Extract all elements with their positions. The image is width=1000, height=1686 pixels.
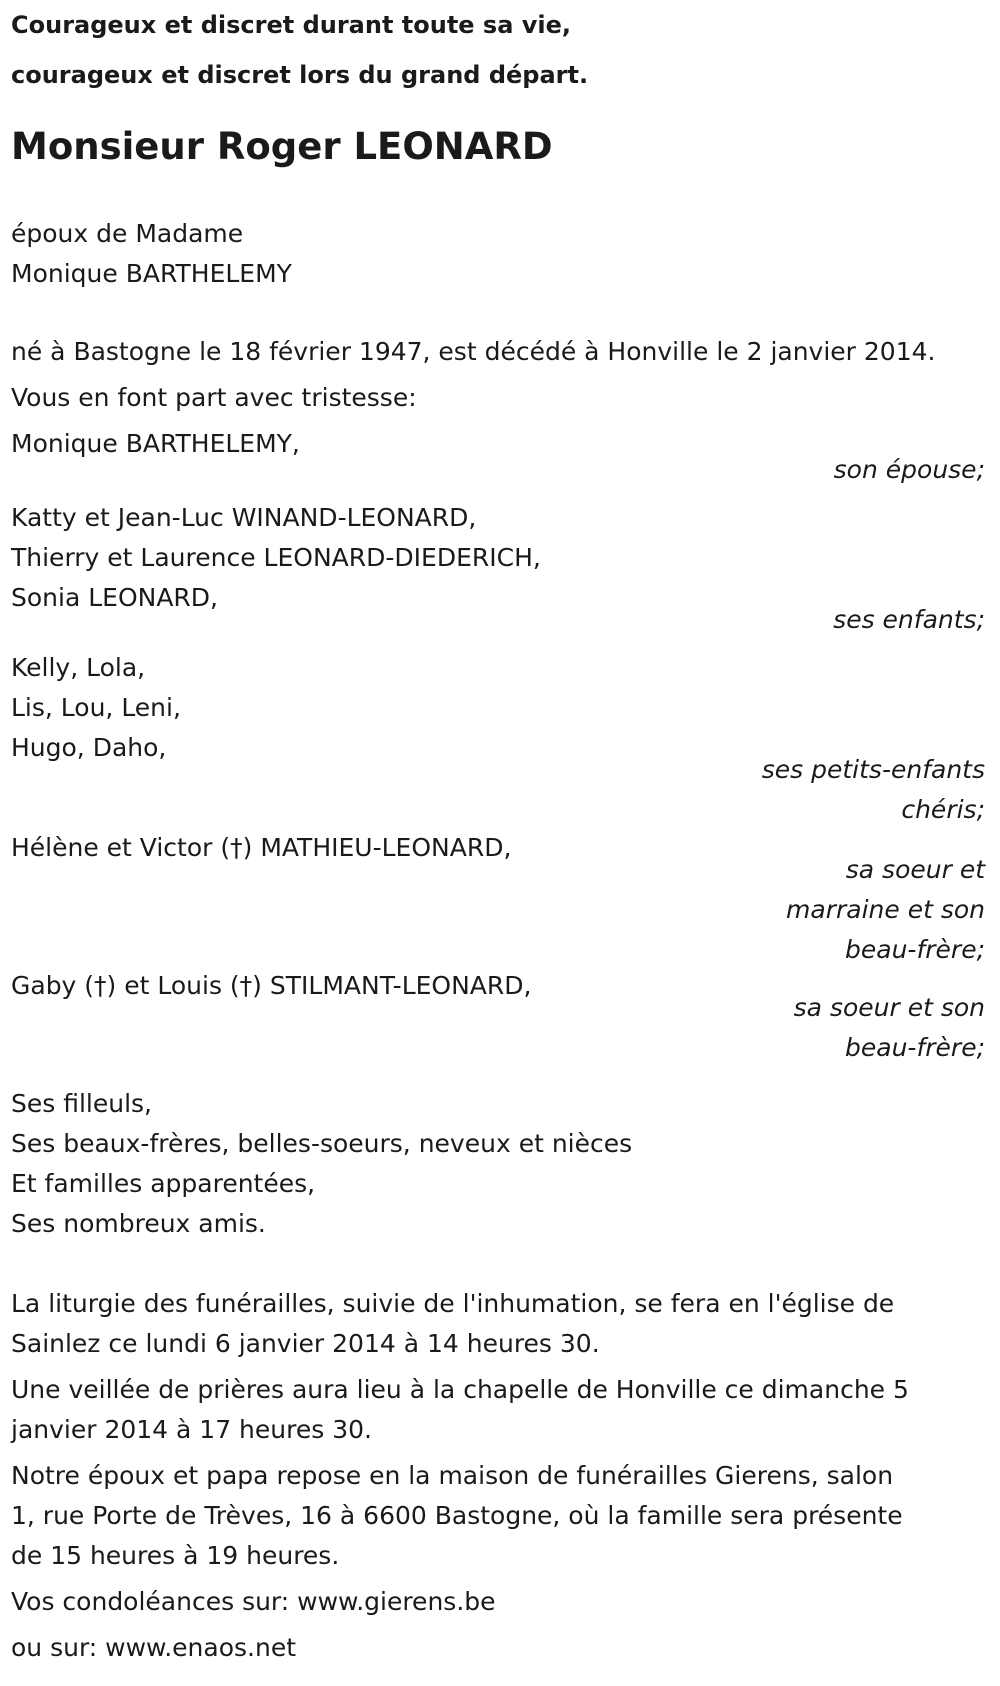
epigraph-line-2: courageux et discret lors du grand départ. [11, 61, 589, 89]
family-group [11, 828, 989, 970]
other-relatives-line: Ses nombreux amis. [11, 1209, 266, 1238]
relation-label: sa soeur et [845, 855, 985, 884]
announcement: Vous en font part avec tristesse: [11, 383, 417, 412]
relation-label: son épouse; [833, 455, 985, 484]
other-relatives [11, 1084, 989, 1244]
relation-label: beau-frère; [845, 935, 985, 964]
relation-label: chéris; [901, 795, 985, 824]
family-list [11, 424, 989, 1068]
other-relatives-line: Ses beaux-frères, belles-soeurs, neveux et nièces [11, 1129, 633, 1158]
deceased-name: Monsieur Roger LEONARD [11, 125, 553, 168]
funeral-info: La liturgie des funérailles, suivie de l'inhumation, se fera en l'église de Sainlez ce lundi 6 janvier 2014 à 14 heures 30. [11, 1289, 895, 1358]
birth-death-info: né à Bastogne le 18 février 1947, est décédé à Honville le 2 janvier 2014. [11, 337, 936, 366]
family-member: Gaby (†) et Louis (†) STILMANT-LEONARD, [11, 971, 532, 1000]
condolences-enaos: ou sur: www.enaos.net [11, 1633, 296, 1662]
other-relatives-line: Et familles apparentées, [11, 1169, 316, 1198]
relation-label: sa soeur et son [793, 993, 985, 1022]
family-member: Monique BARTHELEMY, [11, 429, 300, 458]
relation-label: marraine et son [786, 895, 985, 924]
spouse-line-2: Monique BARTHELEMY [11, 259, 292, 288]
vigil-info: Une veillée de prières aura lieu à la chapelle de Honville ce dimanche 5 janvier 2014 à 17 heures 30. [11, 1375, 909, 1444]
family-member: Hugo, Daho, [11, 733, 167, 762]
condolences-gierens: Vos condoléances sur: www.gierens.be [11, 1587, 496, 1616]
spouse-info [11, 214, 989, 294]
epigraph-line-1: Courageux et discret durant toute sa vie, [11, 11, 572, 39]
relation-label: ses petits-enfants [761, 755, 985, 784]
relation-label: ses enfants; [833, 605, 985, 634]
family-group [11, 648, 989, 830]
family-member: Katty et Jean-Luc WINAND-LEONARD, [11, 503, 477, 532]
relation-label: beau-frère; [845, 1033, 985, 1062]
family-member: Sonia LEONARD, [11, 583, 218, 612]
family-member: Lis, Lou, Leni, [11, 693, 181, 722]
resting-info: Notre époux et papa repose en la maison de funérailles Gierens, salon 1, rue Porte de Trèves, 16 à 6600 Bastogne, où la famille sera présente de 15 heures à 19 heures. [11, 1461, 903, 1570]
family-member: Hélène et Victor (†) MATHIEU-LEONARD, [11, 833, 512, 862]
family-group [11, 498, 989, 640]
family-group [11, 966, 989, 1068]
family-member: Kelly, Lola, [11, 653, 146, 682]
epigraph [11, 0, 989, 100]
spouse-line-1: époux de Madame [11, 219, 244, 248]
family-group [11, 424, 989, 490]
family-member: Thierry et Laurence LEONARD-DIEDERICH, [11, 543, 541, 572]
other-relatives-line: Ses filleuls, [11, 1089, 153, 1118]
